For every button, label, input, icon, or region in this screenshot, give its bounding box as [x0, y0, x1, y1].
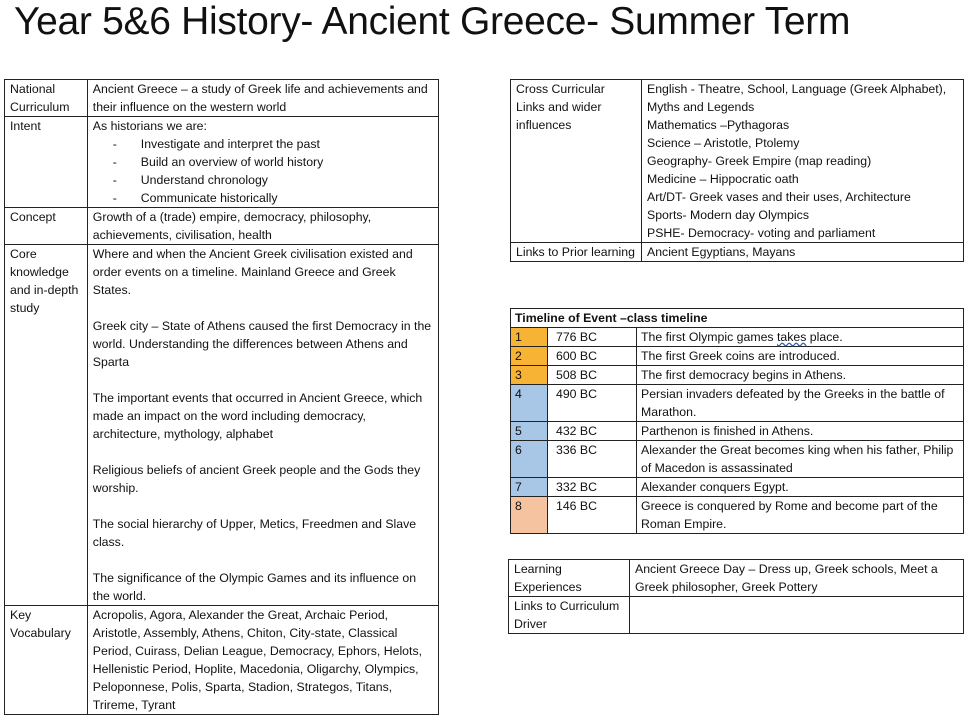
timeline-event: [637, 385, 964, 422]
core-knowledge-label: Core knowledge and in-depth study: [5, 245, 88, 606]
list-item: - Understand chronology: [113, 171, 433, 189]
cross-curricular-table: [510, 79, 964, 262]
timeline-header-row: [511, 309, 964, 328]
timeline-event: [637, 478, 964, 497]
list-item: Geography- Greek Empire (map reading): [647, 154, 872, 168]
intent-intro: As historians we are:: [92, 119, 207, 133]
timeline-event-text: Alexander conquers Egypt.: [641, 480, 789, 494]
paragraph: The important events that occurred in Ancient Greece, which made an impact on the word including democracy, architecture, mythology, alphabet: [92, 391, 423, 441]
list-item: - Communicate historically: [113, 189, 433, 207]
timeline-event-text: Parthenon is finished in Athens.: [641, 424, 814, 438]
learning-experiences-table: [508, 559, 964, 634]
timeline-date: 146 BC: [548, 497, 637, 534]
timeline-event-text: Persian invaders defeated by the Greeks in the battle of Marathon.: [641, 387, 945, 419]
timeline-date: 508 BC: [548, 366, 637, 385]
list-item: PSHE- Democracy- voting and parliament: [647, 226, 876, 240]
paragraph: The social hierarchy of Upper, Metics, Freedmen and Slave class.: [92, 517, 417, 549]
table-row: [511, 80, 964, 243]
paragraph: Religious beliefs of ancient Greek people and the Gods they worship.: [92, 463, 421, 495]
table-row: [509, 560, 964, 597]
timeline-event-text: The first Greek coins are introduced.: [641, 349, 840, 363]
timeline-event-text: Alexander the Great becomes king when his father, Philip of Macedon is assassinated: [641, 443, 954, 475]
table-row: [5, 245, 439, 606]
timeline-date: 600 BC: [548, 347, 637, 366]
prior-learning-value: Ancient Egyptians, Mayans: [642, 243, 964, 262]
list-item: Mathematics –Pythagoras: [647, 118, 790, 132]
timeline-number: 7: [511, 478, 548, 497]
table-row: [5, 208, 439, 245]
list-item: English - Theatre, School, Language (Greek Alphabet), Myths and Legends: [647, 82, 947, 114]
timeline-number: 8: [511, 497, 548, 534]
cross-curricular-value: [642, 80, 964, 243]
list-item: Art/DT- Greek vases and their uses, Architecture: [647, 190, 911, 204]
timeline-event: [637, 422, 964, 441]
timeline-number: 4: [511, 385, 548, 422]
timeline-row: [511, 441, 964, 478]
timeline-table: [510, 308, 964, 534]
timeline-event: [637, 366, 964, 385]
timeline-event: [637, 441, 964, 478]
timeline-date: 332 BC: [548, 478, 637, 497]
list-item: Sports- Modern day Olympics: [647, 208, 809, 222]
table-row: [511, 243, 964, 262]
curriculum-driver-value: [630, 597, 964, 634]
learning-experiences-label: Learning Experiences: [509, 560, 630, 597]
timeline-body: [511, 328, 964, 534]
timeline-date: 776 BC: [548, 328, 637, 347]
paragraph: The significance of the Olympic Games and its influence on the world.: [92, 571, 417, 603]
table-row: [5, 80, 439, 117]
learning-experiences-value: Ancient Greece Day – Dress up, Greek schools, Meet a Greek philosopher, Greek Pottery: [630, 560, 964, 597]
timeline-number: 2: [511, 347, 548, 366]
timeline-event-text: Greece is conquered by Rome and become part of the Roman Empire.: [641, 499, 938, 531]
concept-value: Growth of a (trade) empire, democracy, philosophy, achievements, civilisation, health: [87, 208, 438, 245]
curriculum-driver-label: Links to Curriculum Driver: [509, 597, 630, 634]
timeline-event-text: The first democracy begins in Athens.: [641, 368, 847, 382]
timeline-row: [511, 422, 964, 441]
paragraph: Greek city – State of Athens caused the first Democracy in the world. Understanding the differences between Athens and Sparta: [92, 319, 432, 369]
timeline-row: [511, 366, 964, 385]
list-item: Science – Aristotle, Ptolemy: [647, 136, 800, 150]
timeline-event: [637, 497, 964, 534]
key-vocabulary-value: Acropolis, Agora, Alexander the Great, Archaic Period, Aristotle, Assembly, Athens, Chiton, City-state, Classical Period, Cuirass, Delian League, Democracy, Ephors, Helots, Hellenistic Period, Hoplite, Macedonia, Oligarchy, Olympics, Peloponnese, Polis, Sparta, Stadion, Strategos, Titans, Trireme, Tyrant: [87, 606, 438, 715]
table-row: [5, 117, 439, 208]
timeline-number: 5: [511, 422, 548, 441]
intent-value: [87, 117, 438, 208]
page-title: Year 5&6 History- Ancient Greece- Summer Term: [14, 0, 851, 43]
concept-label: Concept: [5, 208, 88, 245]
timeline-row: [511, 385, 964, 422]
intent-list: [93, 135, 433, 207]
intent-label: Intent: [5, 117, 88, 208]
national-curriculum-label: National Curriculum: [5, 80, 88, 117]
timeline-number: 6: [511, 441, 548, 478]
table-row: [509, 597, 964, 634]
timeline-date: 490 BC: [548, 385, 637, 422]
timeline-number: 1: [511, 328, 548, 347]
core-knowledge-value: [87, 245, 438, 606]
table-row: [5, 606, 439, 715]
cross-curricular-label: Cross Curricular Links and wider influences: [511, 80, 642, 243]
paragraph: Where and when the Ancient Greek civilisation existed and order events on a timeline. Mainland Greece and Greek States.: [92, 247, 413, 297]
key-vocabulary-label: Key Vocabulary: [5, 606, 88, 715]
timeline-row: [511, 347, 964, 366]
prior-learning-label: Links to Prior learning: [511, 243, 642, 262]
timeline-event-flagged-word: takes: [776, 330, 807, 344]
timeline-event-text: place.: [806, 330, 843, 344]
timeline-number: 3: [511, 366, 548, 385]
timeline-row: [511, 497, 964, 534]
timeline-event: [637, 347, 964, 366]
list-item: Medicine – Hippocratic oath: [647, 172, 799, 186]
curriculum-overview-table: [4, 79, 439, 715]
timeline-header: Timeline of Event –class timeline: [511, 309, 964, 328]
national-curriculum-value: Ancient Greece – a study of Greek life and achievements and their influence on the western world: [87, 80, 438, 117]
list-item: - Build an overview of world history: [113, 153, 433, 171]
timeline-date: 336 BC: [548, 441, 637, 478]
timeline-event: [637, 328, 964, 347]
timeline-event-text: The first Olympic games: [641, 330, 777, 344]
timeline-row: [511, 328, 964, 347]
timeline-date: 432 BC: [548, 422, 637, 441]
timeline-row: [511, 478, 964, 497]
list-item: - Investigate and interpret the past: [113, 135, 433, 153]
